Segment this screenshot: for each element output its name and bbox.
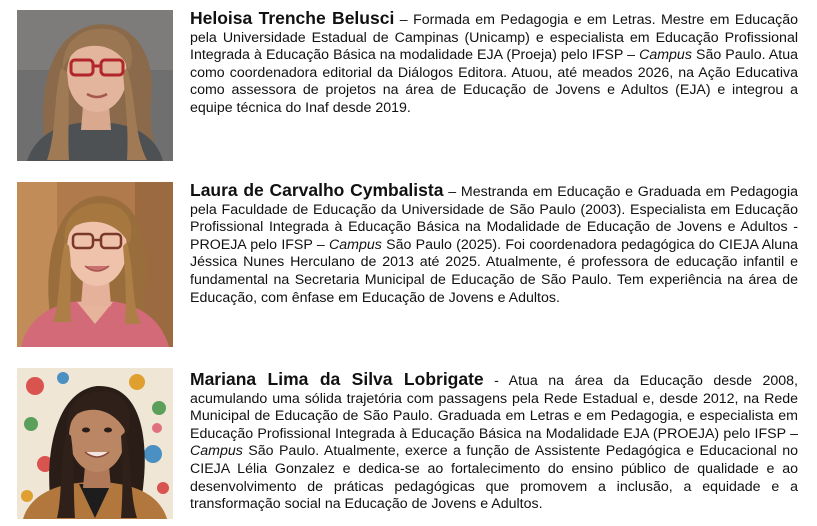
bio-name: Heloisa Trenche Belusci	[190, 8, 395, 28]
portrait-photo-mariana	[17, 368, 173, 519]
bio-text-heloisa	[190, 10, 798, 118]
bio-separator: –	[394, 12, 414, 28]
bio-campus-word: Campus	[190, 443, 243, 460]
bio-description: Mestranda em Educação e Graduada em Pedagogia pela Faculdade de Educação da Universidade de São Paulo (2003). Especialista em Educação Profissional Integrada à Educação Básica na Modalidade de Educação de Jovens e Adultos - PROEJA pelo IFSP –	[190, 184, 799, 253]
portrait-heloisa-image	[17, 10, 173, 161]
bio-campus-word: Campus	[639, 47, 692, 64]
portrait-mariana-image	[17, 368, 173, 519]
bio-description-continued: São Paulo. Atualmente, exerce a função de Assistente Pedagógica e Educacional no CIEJA Lélia Gonzalez e dedica-se ao fortalecimento do ensino público de qualidade e ao desenvolvimento de práticas pedagógicas que promovem a inclusão, a equidade e a transformação social na Educação de Jovens e Adultos.	[190, 443, 798, 513]
bio-name: Mariana Lima da Silva Lobrigate	[190, 369, 484, 389]
bio-description: Atua na área da Educação desde 2008, acumulando uma sólida trajetória com passagens pela Rede Estadual e, desde 2012, na Rede Municipal de Educação de São Paulo. Graduada em Letras e em Pedagogia, e especialista em Educação Profissional Integrada à Educação Básica na Modalidade EJA (PROEJA) pelo IFSP –	[190, 373, 798, 442]
portrait-photo-heloisa	[17, 10, 173, 161]
portrait-laura-image	[17, 182, 173, 347]
bio-separator: –	[443, 184, 461, 200]
bio-text-mariana	[190, 371, 798, 514]
portrait-photo-laura	[17, 182, 173, 347]
bio-separator: -	[483, 373, 509, 389]
bio-description-continued: São Paulo (2025). Foi coordenadora pedagógica do CIEJA Aluna Jéssica Nunes Herculano de 2013 até 2025. Atualmente, é professora de educação infantil e fundamental na Secretaria Municipal de Educação de São Paulo. Tem experiência na área de Educação, com ênfase em Educação de Jovens e Adultos.	[190, 236, 798, 306]
bio-text-laura	[190, 182, 798, 307]
bio-description: Formada em Pedagogia e em Letras. Mestre em Educação pela Universidade Estadual de Campinas (Unicamp) e especialista em Educação Profissional Integrada à Educação Básica na modalidade EJA (Proeja) pelo IFSP –	[190, 12, 798, 64]
bio-name: Laura de Carvalho Cymbalista	[190, 180, 444, 200]
bio-description-continued: São Paulo. Atua como coordenadora editorial da Diálogos Editora. Atuou, até meados 2026, na Ação Educativa como assessora de projetos na área de Educação de Jovens e Adultos (EJA) e integrou a equipe técnica do Inaf desde 2019.	[190, 47, 798, 116]
bio-campus-word: Campus	[329, 236, 382, 253]
